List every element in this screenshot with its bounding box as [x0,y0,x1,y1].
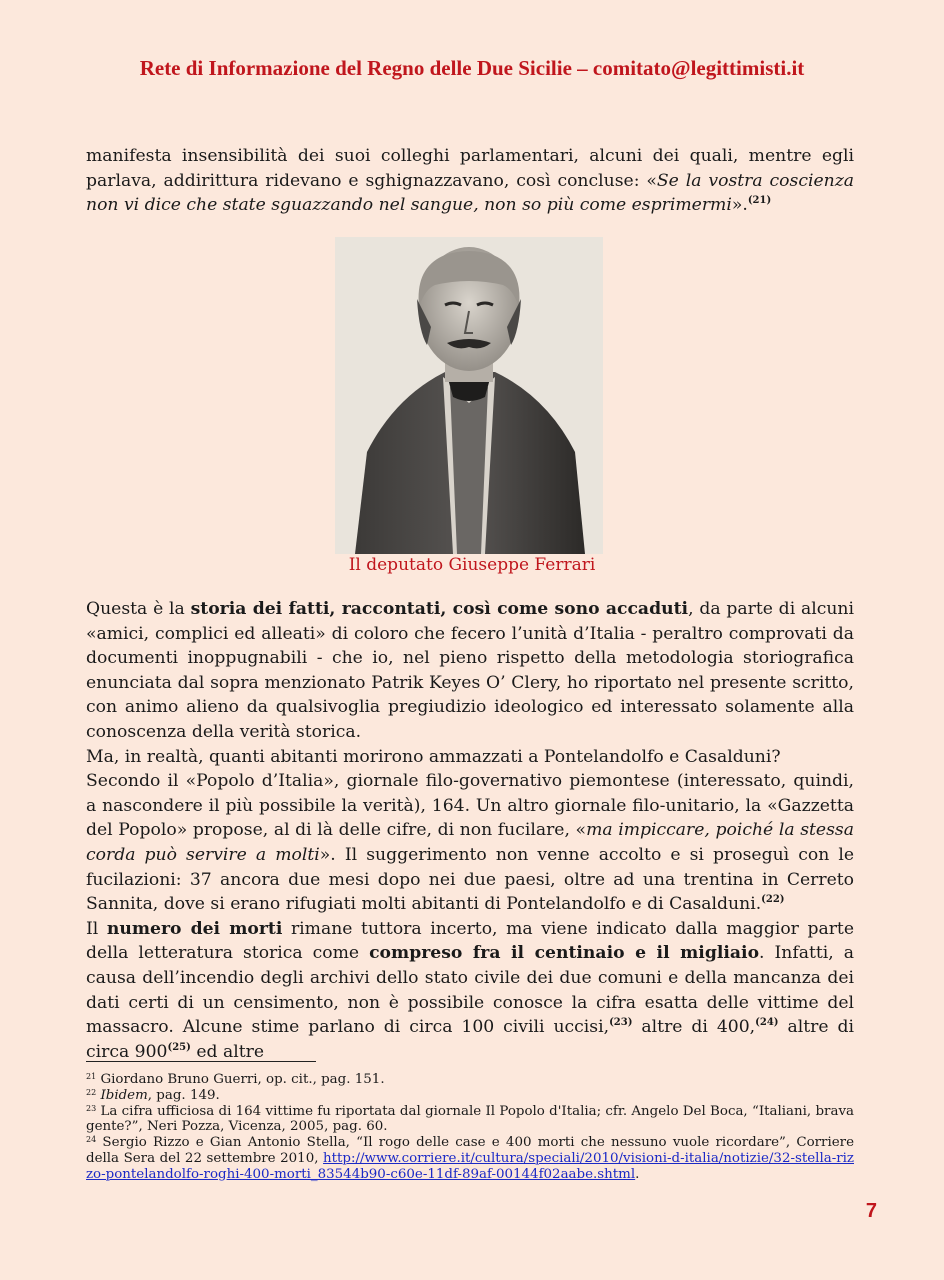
text-run: Il [86,918,107,939]
text-run: altre di 400, [632,1017,756,1038]
footnote-number: 24 [86,1135,97,1145]
footnote-24 [86,1135,854,1182]
image-caption: Il deputato Giuseppe Ferrari [348,555,596,575]
footnote-italic: Ibidem [100,1087,148,1103]
paragraph: Ma, in realtà, quanti abitanti morirono ammazzati a Pontelandolfo e Casalduni? [86,746,781,767]
quote-text: Se la vostra coscienza non vi dice che state sguazzando nel sangue, non so più come esprimermi [86,170,855,216]
source-link[interactable]: http://www.corriere.it/cultura/speciali/2010/visioni-d-italia/notizie/32-stella-rizzo-pontelandolfo-roghi-400-morti_83544b90-c60e-11df-89af-00144f02aabe.shtml [86,1150,854,1182]
footnote-end: . [635,1166,640,1182]
text-run: , da parte di alcuni «amici, complici ed alleati» di coloro che fecero l’unità d’Italia - peraltro comprovati da documenti inoppugnabili - che io, nel pieno rispetto della metodologia storiografica enunciata dal sopra menzionato Patrik Keyes O’ Clery, ho riportato nel presente scritto, con animo alieno da qualsivoglia pregiudizio ideologico ed interessato solamente alla conoscenza della verità storica. [86,599,854,742]
footnote-number: 21 [86,1072,97,1081]
paragraph [86,769,854,917]
paragraph-text: manifesta insensibilità dei suoi colleghi parlamentari, alcuni dei quali, mentre egli parlava, addirittura ridevano e sghignazzavano, così concluse: « [86,146,854,191]
bold-text: storia dei fatti, raccontati, così come sono accaduti [190,599,689,619]
engraving-illustration [335,237,603,554]
page-header: Rete di Informazione del Regno delle Due Sicilie – comitato@legittimisti.it [139,56,805,80]
bold-text: numero dei morti [106,918,283,939]
text-run: ». Il suggerimento non venne accolto e si proseguì con le fucilazioni: 37 ancora due mesi dopo nei due paesi, oltre ad una trentina in Cerreto Sannita, dove si erano rifugiati molti abitanti di Pontelandolfo e di Casalduni. [86,844,855,915]
footnote-ref-22[interactable]: (22) [761,894,785,906]
footnote-ref-24[interactable]: (24) [755,1017,779,1029]
quote-close: ». [731,195,748,216]
footnote-text: La cifra ufficiosa di 164 vittime fu riportata dal giornale Il Popolo d'Italia; cfr. Angelo Del Boca, “Italiani, brava gente?”, Neri Pozza, Vicenza, 2005, pag. 60. [86,1103,854,1135]
footnote-22 [86,1088,854,1104]
footnote-text: Sergio Rizzo e Gian Antonio Stella, “Il rogo delle case e 400 morti che nessuno vuole ricordare”, Corriere della Sera del 22 settembre 2010, [86,1135,854,1166]
page-number: 7 [865,1200,877,1222]
main-text [86,597,854,1064]
footnote-text: , pag. 149. [147,1087,220,1103]
paragraph [86,597,854,745]
footnote-number: 22 [86,1087,97,1097]
footnote-23 [86,1104,854,1136]
footnote-ref-25[interactable]: (25) [167,1041,191,1053]
footnote-ref-23[interactable]: (23) [609,1017,633,1029]
footnote-21 [86,1072,854,1088]
bold-text: compreso fra il centinaio e il migliaio [369,943,760,964]
quote-text: ma impiccare, poiché la stessa corda può servire a molti [86,820,854,865]
footnotes [86,1072,854,1183]
text-run: Secondo il «Popolo d’Italia», giornale filo-governativo piemontese (interessato, quindi, a nascondere il più possibile la verità), 164. Un altro giornale filo-unitario, la «Gazzetta del Popolo» propose, al di là delle cifre, di non fucilare, « [86,771,854,841]
text-run: altre di circa 900 [86,1017,854,1062]
text-run: ed altre [190,1041,265,1062]
paragraph-intro [86,144,854,218]
footnote-ref-21[interactable]: (21) [747,195,772,207]
footnote-text: Giordano Bruno Guerri, op. cit., pag. 151. [96,1072,385,1087]
text-run: . Infatti, a causa dell’incendio degli archivi dello stato civile dei due comuni e della mancanza dei dati certi di un censimento, non è possibile conosce la cifra esatta delle vittime del massacro. Alcune stime parlano di circa 100 civili uccisi, [86,943,855,1038]
footnote-number: 23 [86,1103,97,1113]
footnote-divider [86,1061,316,1062]
portrait-image [335,237,603,554]
paragraph [86,917,854,1065]
text-run: Questa è la [86,599,191,619]
text-run: rimane tuttora incerto, ma viene indicato dalla maggior parte della letteratura storica come [86,918,855,964]
